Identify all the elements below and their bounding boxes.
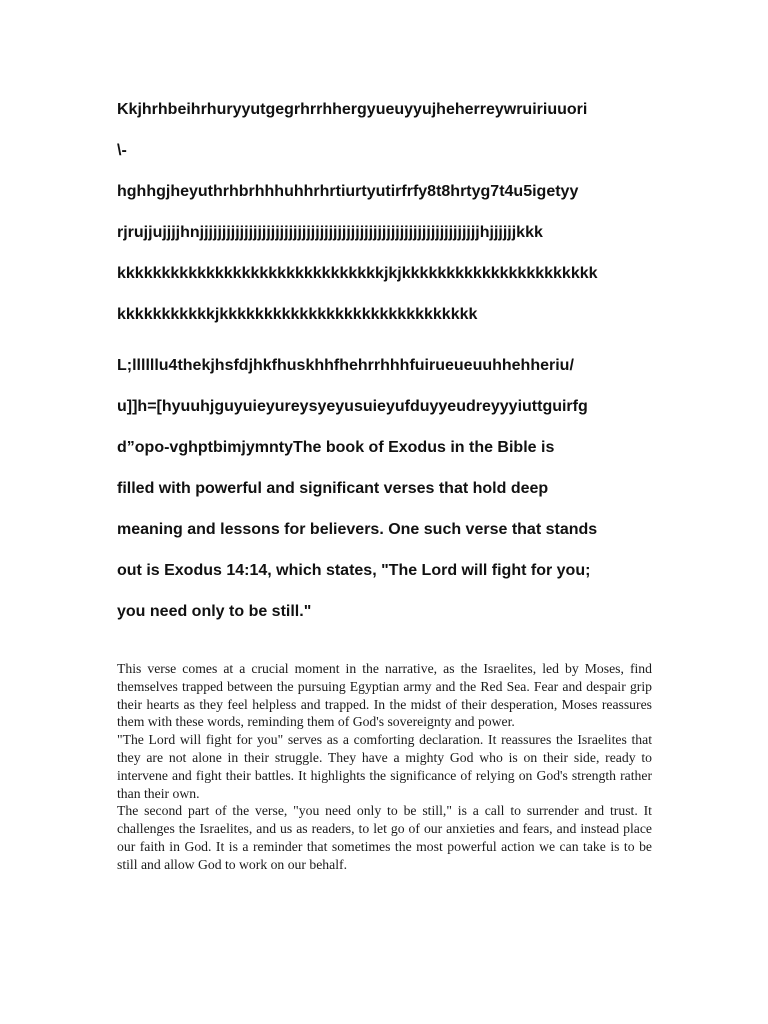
heading-line: kkkkkkkkkkkjkkkkkkkkkkkkkkkkkkkkkkkkkkkkk	[117, 306, 478, 323]
heading-line: filled with powerful and significant verses that hold deep	[117, 480, 549, 497]
paragraph: This verse comes at a crucial moment in the narrative, as the Israelites, led by Moses, find themselves trapped between the pursuing Egyptian army and the Red Sea. Fear and despair grip their hearts as they feel helpless and trapped. In the midst of their desperation, Moses reassures them with these words, reminding them of God's sovereignty and power.	[117, 661, 652, 730]
heading-line: u]]h=[hyuuhjguyuieyureysyeyusuieyufduyyeudreyyyiuttguirfg	[117, 398, 588, 415]
heading-line: kkkkkkkkkkkkkkkkkkkkkkkkkkkkkkjkjkkkkkkkkkkkkkkkkkkkkkk	[117, 265, 598, 282]
paragraph: "The Lord will fight for you" serves as a comforting declaration. It reassures the Israelites that they are not alone in their struggle. They have a mighty God who is on their side, ready to intervene and fight their battles. It highlights the significance of relying on God's strength rather than their own.	[117, 732, 652, 801]
heading-line: \-	[117, 142, 127, 159]
heading-line: rjrujjujjjjhnjjjjjjjjjjjjjjjjjjjjjjjjjjjjjjjjjjjjjjjjjjjjjjjjjjjjjjjjjjjjjjjhjjjjjjkkk	[117, 224, 543, 241]
heading-line: d”opo-vghptbimjymntyThe book of Exodus in the Bible is	[117, 439, 555, 456]
paragraph: The second part of the verse, "you need only to be still," is a call to surrender and trust. It challenges the Israelites, and us as readers, to let go of our anxieties and fears, and instead place our faith in God. It is a reminder that sometimes the most powerful action we can take is to be still and allow God to work on our behalf.	[117, 803, 652, 872]
heading-line: Kkjhrhbeihrhuryyutgegrhrrhhergyueuyyujheherreywruiriuuori	[117, 101, 588, 118]
heading-line: you need only to be still."	[117, 603, 312, 620]
heading-line: out is Exodus 14:14, which states, "The Lord will fight for you;	[117, 562, 591, 579]
heading-line: L;llllllu4thekjhsfdjhkfhuskhhfhehrrhhhfuirueueuuhhehheriu/	[117, 357, 574, 374]
bold-heading-block	[117, 100, 653, 622]
heading-line: hghhgjheyuthrhbrhhhuhhrhrtiurtyutirfrfy8t8hrtyg7t4u5igetyy	[117, 183, 579, 200]
body-text	[117, 660, 652, 874]
heading-line: meaning and lessons for believers. One such verse that stands	[117, 521, 598, 538]
